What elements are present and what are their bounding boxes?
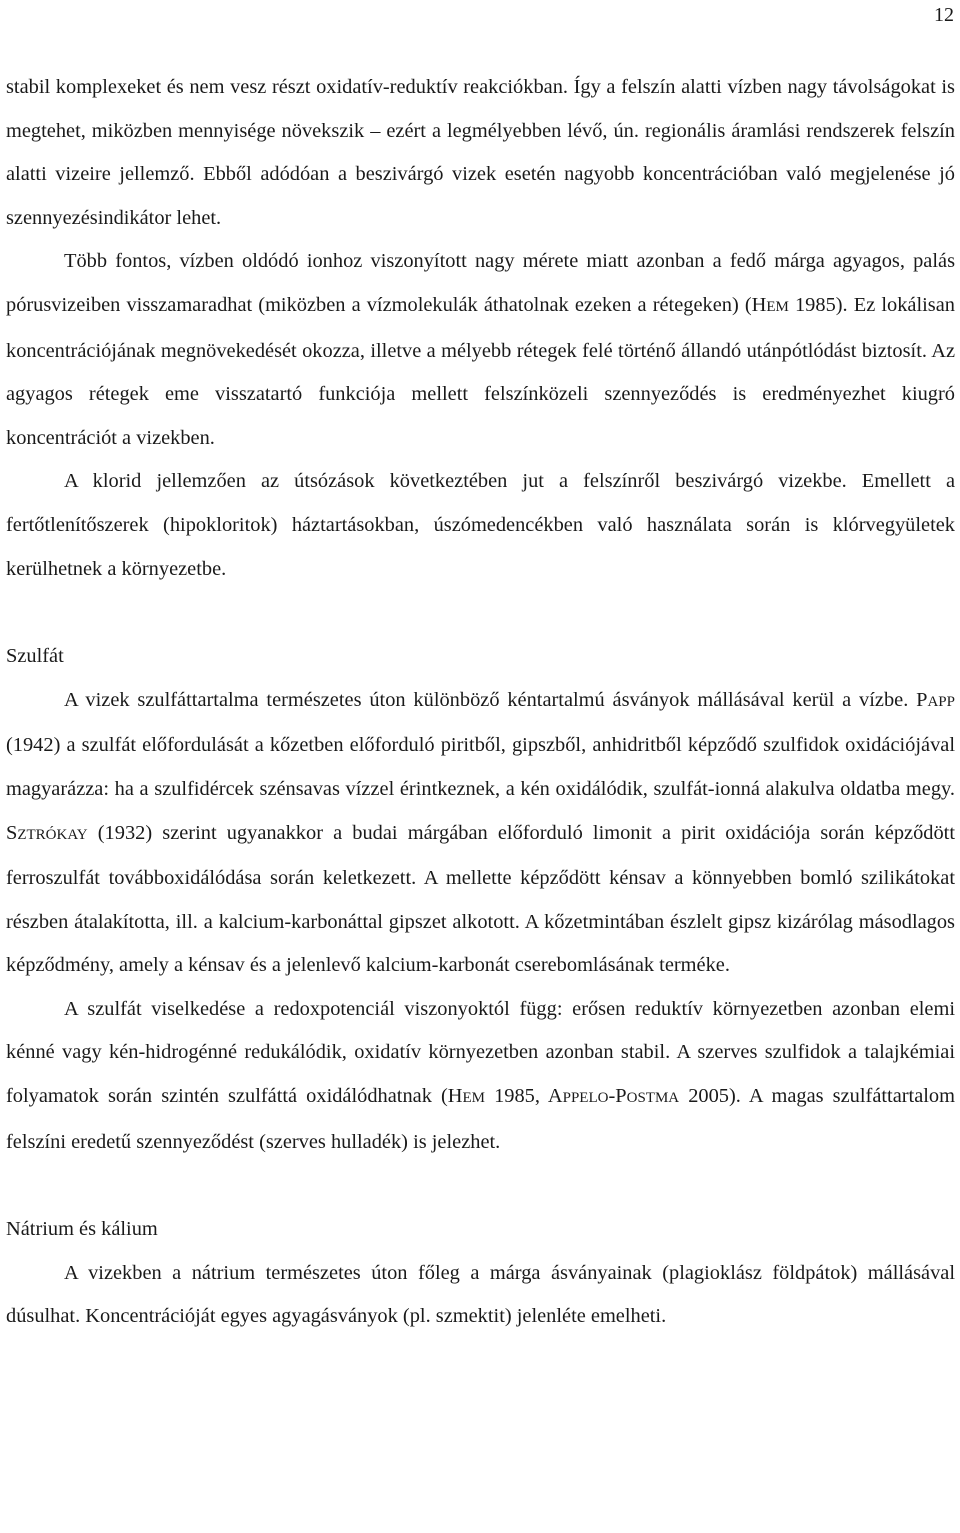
- author-smallcaps: PPELO: [562, 1090, 609, 1107]
- section-spacer: [6, 1164, 955, 1208]
- section-spacer: [6, 591, 955, 635]
- author-smallcaps: EM: [766, 298, 789, 315]
- author-smallcaps: EM: [462, 1090, 485, 1107]
- paragraph-klorid: A klorid jellemzően az útsózások következtében jut a felszínről beszivárgó vizekbe. Emellett a fertőtlenítőszerek (hipokloritok) háztartásokban, úszómedencékben való használata során is klórvegyületek kerülhetnek a környezetbe.: [6, 470, 955, 580]
- paragraph-ion-size: [6, 240, 955, 460]
- page-body: [6, 66, 955, 1339]
- paragraph-szulfat-redox: [6, 988, 955, 1164]
- author-smallcaps: ZTRÓKAY: [17, 826, 88, 843]
- text-segment: (1942) a szulfát előfordulását a kőzetben előforduló piritből, gipszből, anhidritből képződő szulfidok oxidációjával magyarázza: ha a szulfidércek szénsavas vízzel érintkeznek, a kén oxidálódik, szulfát-ionná alakulva oldatba megy. S: [6, 734, 955, 844]
- text-segment: (1932) szerint ugyanakkor a budai márgában előforduló limonit a pirit oxidációja során képződött ferroszulfát továbboxidálódása során keletkezett. A mellette képződött kénsav a könnyebben bomló szilikátokat részben átalakította, ill. a kalcium-karbonáttal gipszet alkotott. A kőzetmintában észlelt gipsz kizárólag másodlagos képződmény, amely a kénsav és a jelenlevő kalcium-karbonát cserebomlásának terméke.: [6, 821, 955, 977]
- paragraph-natrium: A vizekben a nátrium természetes úton főleg a márga ásványainak (plagioklász földpátok) mállásával dúsulhat. Koncentrációját egyes agyagásványok (pl. szmektit) jelenléte emelheti.: [6, 1261, 955, 1328]
- text-segment: A vizek szulfáttartalma természetes úton különböző kéntartalmú ásványok mállásával kerül a vízbe. P: [64, 688, 928, 711]
- paragraph-continuation: stabil komplexeket és nem vesz részt oxidatív-reduktív reakciókban. Így a felszín alatti vízben nagy távolságokat is megtehet, miközben mennyisége növekszik – ezért a legmélyebben lévő, ún. regionális áramlási rendszerek felszín alatti vizeire jellemző. Ebből adódóan a beszivárgó vizek esetén nagyobb koncentrációban való megjelenése jó szennyezésindikátor lehet.: [6, 76, 955, 229]
- heading-szulfat: Szulfát: [6, 645, 64, 668]
- page-number: 12: [934, 4, 954, 26]
- paragraph-szulfat-origin: [6, 679, 955, 988]
- author-smallcaps: OSTMA: [626, 1090, 680, 1107]
- author-smallcaps: APP: [927, 693, 955, 710]
- heading-natrium-kalium: Nátrium és kálium: [6, 1218, 158, 1241]
- text-segment: A szulfát viselkedése a redoxpotenciál viszonyoktól függ: erősen reduktív környezetben azonban elemi kénné vagy kén-hidrogénné redukálódik, oxidatív környezetben azonban stabil. A szerves szulfidok a talajkémiai folyamatok során szintén szulfáttá oxidálódhatnak (H: [6, 997, 955, 1108]
- text-segment: 1985, A: [484, 1085, 563, 1108]
- text-segment: -P: [608, 1085, 627, 1108]
- text-segment: 1985). Ez lokálisan koncentrációjának megnövekedését okozza, illetve a mélyebb rétegek felé történő állandó utánpótlódást biztosít. Az agyagos rétegek eme visszatartó funkciója mellett felszínközeli szennyeződés is eredményezhet kiugró koncentrációt a vizekben.: [6, 293, 955, 449]
- text-segment: Több fontos, vízben oldódó ionhoz viszonyított nagy mérete miatt azonban a fedő márga agyagos, palás pórusvizeiben visszamaradhat (miközben a vízmolekulák áthatolnak ezeken a rétegeken) (H: [6, 250, 955, 316]
- text-segment: 2005). A magas szulfáttartalom felszíni eredetű szennyeződést (szerves hulladék) is jelezhet.: [6, 1085, 955, 1153]
